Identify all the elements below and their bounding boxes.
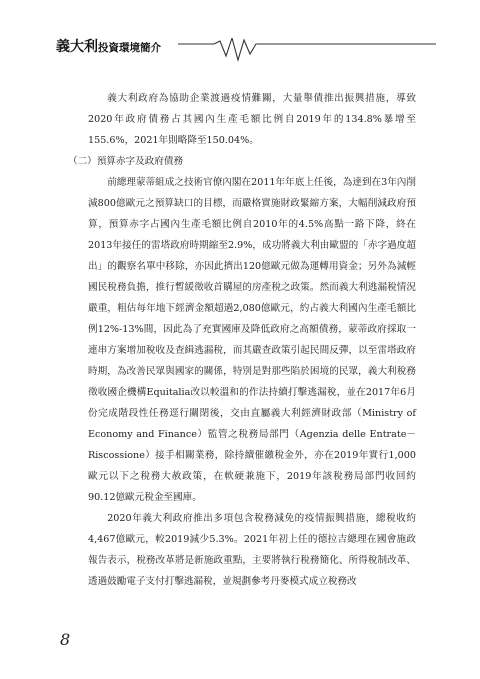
running-header: [0, 0, 480, 70]
page-number: 8: [60, 630, 71, 649]
paragraph-government-debt: 義大利政府為協助企業渡過疫情難關，大量舉債推出振興措施，導致2020年政府債務占其國內生產毛額比例自2019年的134.8%暴增至155.6%，2021年則略降至150.04%。: [88, 93, 416, 146]
header-title-sub: 投資環境簡介: [98, 42, 161, 54]
header-pulse-line: [56, 38, 436, 62]
paragraph-budget-deficit: 前總理蒙蒂組成之技術官僚內閣在2011年年底上任後，為達到在3年內削減800億歐元之預算缺口的目標，而嚴格實施財政緊縮方案，大幅削減政府預算，預算赤字占國內生產毛額比例自2010年的4.5%高點一路下降，終在2013年接任的雷塔政府時期縮至2.9%，成功將義大利由歐盟的「赤字過度超出」的觀察名單中移除，亦因此擠出120億歐元做為運轉用資金；另外為減輕國民稅務負擔，推行暫緩徵收首購屋的房產稅之政策。然而義大利逃漏稅情況嚴重，粗估每年地下經濟金額超過2,080億歐元，約占義大利國內生產毛額比例12%-13%間，因此為了充實國庫及降低政府之高額債務，蒙蒂政府採取一連串方案增加稅收及查緝逃漏稅，而其嚴查政策引起民間反彈，以至雷塔政府時期，為改善民眾與國家的關係，特別是對那些陷於困境的民眾，義大利稅務徵收國企機構Equitalia改以較溫和的作法持續打擊逃漏稅，並在2017年6月份完成階段性任務逕行關閉後，交由直屬義大利經濟財政部（Ministry of Economy and Finance）監管之稅務局部門（Agenzia delle Entrate－Riscossione）接手相關業務，除持續催繳稅金外，亦在2019年實行1,000歐元以下之稅務大赦政策，在軟硬兼施下，2019年該稅務局部門收回約90.12億歐元稅金至國庫。: [88, 177, 416, 503]
section-heading-budget-deficit: （二）預算赤字及政府債務: [68, 156, 184, 167]
main-content: [68, 88, 416, 592]
paragraph-tax-reform: 2020年義大利政府推出多項包含稅務減免的疫情振興措施，總稅收約4,467億歐元，較2019減少5.3%。2021年初上任的德拉吉總理在國會施政報告表示，稅務改革將是新施政重點，主要將執行稅務簡化、所得稅制改革、透過鼓勵電子支付打擊逃漏稅，並規劃參考丹麥模式成立稅務改: [88, 513, 416, 587]
header-title-main: 義大利: [56, 39, 98, 55]
